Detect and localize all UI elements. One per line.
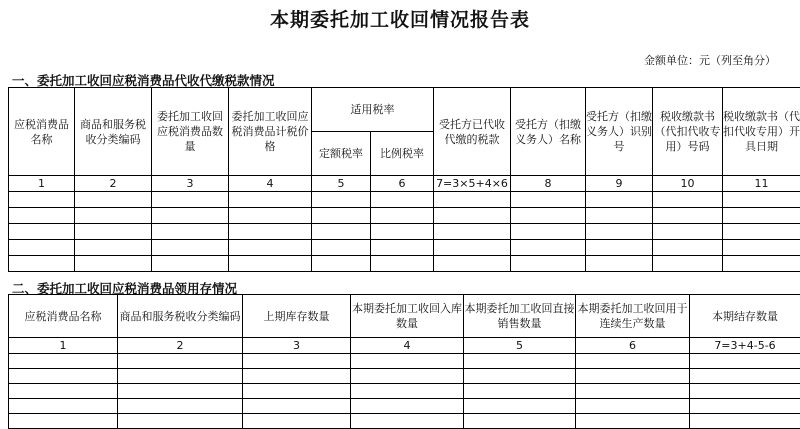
input-cell[interactable]	[351, 384, 464, 399]
col-number: 2	[75, 176, 152, 192]
header-receipt-number: 税收缴款书（代扣代收专用）号码	[653, 88, 723, 176]
input-cell[interactable]	[723, 256, 800, 272]
input-cell[interactable]	[312, 208, 371, 224]
input-cell[interactable]	[434, 240, 511, 256]
input-cell[interactable]	[464, 414, 576, 429]
input-cell[interactable]	[653, 224, 723, 240]
col-number: 1	[9, 176, 75, 192]
input-cell[interactable]	[229, 256, 312, 272]
header-received-quantity: 本期委托加工收回入库数量	[351, 295, 464, 338]
table-row	[9, 192, 800, 208]
input-cell[interactable]	[152, 256, 229, 272]
input-cell[interactable]	[9, 208, 75, 224]
input-cell[interactable]	[118, 414, 243, 429]
input-cell[interactable]	[312, 224, 371, 240]
input-cell[interactable]	[243, 414, 351, 429]
input-cell[interactable]	[152, 192, 229, 208]
input-cell[interactable]	[9, 354, 118, 369]
header-receipt-date: 税收缴款书（代扣代收专用）开具日期	[723, 88, 800, 176]
table-row	[9, 414, 800, 429]
input-cell[interactable]	[75, 192, 152, 208]
input-cell[interactable]	[723, 224, 800, 240]
input-cell[interactable]	[118, 369, 243, 384]
input-cell[interactable]	[511, 192, 586, 208]
input-cell[interactable]	[229, 208, 312, 224]
input-cell[interactable]	[351, 414, 464, 429]
input-cell[interactable]	[690, 399, 800, 414]
header-recovered-quantity: 委托加工收回应税消费品数量	[152, 88, 229, 176]
table-row	[9, 399, 800, 414]
input-cell[interactable]	[434, 208, 511, 224]
input-cell[interactable]	[586, 208, 653, 224]
input-cell[interactable]	[9, 384, 118, 399]
col-number: 7=3×5+4×6	[434, 176, 511, 192]
input-cell[interactable]	[723, 240, 800, 256]
input-cell[interactable]	[464, 354, 576, 369]
input-cell[interactable]	[351, 399, 464, 414]
input-cell[interactable]	[312, 256, 371, 272]
input-cell[interactable]	[152, 224, 229, 240]
input-cell[interactable]	[118, 399, 243, 414]
input-cell[interactable]	[653, 240, 723, 256]
input-cell[interactable]	[9, 414, 118, 429]
input-cell[interactable]	[351, 369, 464, 384]
input-cell[interactable]	[511, 256, 586, 272]
header-proportional-rate: 比例税率	[371, 132, 434, 176]
input-cell[interactable]	[586, 192, 653, 208]
input-cell[interactable]	[464, 384, 576, 399]
input-cell[interactable]	[511, 240, 586, 256]
input-cell[interactable]	[690, 369, 800, 384]
tax-withholding-table	[8, 87, 800, 272]
header-ending-inventory: 本期结存数量	[690, 295, 800, 338]
input-cell[interactable]	[464, 399, 576, 414]
header-agent-name: 受托方（扣缴义务人）名称	[511, 88, 586, 176]
col-number: 3	[152, 176, 229, 192]
input-cell[interactable]	[434, 256, 511, 272]
col-number: 4	[229, 176, 312, 192]
col-number: 8	[511, 176, 586, 192]
table-row	[9, 354, 800, 369]
input-cell[interactable]	[229, 240, 312, 256]
input-cell[interactable]	[464, 369, 576, 384]
table-row	[9, 256, 800, 272]
table-row	[9, 224, 800, 240]
input-cell[interactable]	[576, 354, 690, 369]
input-cell[interactable]	[371, 208, 434, 224]
col-number: 9	[586, 176, 653, 192]
input-cell[interactable]	[75, 224, 152, 240]
input-cell[interactable]	[576, 399, 690, 414]
col-number: 3	[243, 338, 351, 354]
input-cell[interactable]	[653, 208, 723, 224]
input-cell[interactable]	[312, 192, 371, 208]
table-row	[9, 369, 800, 384]
column-number-row	[9, 176, 800, 192]
input-cell[interactable]	[653, 256, 723, 272]
input-cell[interactable]	[9, 192, 75, 208]
input-cell[interactable]	[586, 240, 653, 256]
header-withheld-tax: 受托方已代收代缴的税款	[434, 88, 511, 176]
input-cell[interactable]	[243, 384, 351, 399]
inventory-usage-table	[8, 294, 800, 429]
input-cell[interactable]	[243, 399, 351, 414]
header-tax-class-code: 商品和服务税收分类编码	[118, 295, 243, 338]
input-cell[interactable]	[723, 208, 800, 224]
input-cell[interactable]	[243, 369, 351, 384]
input-cell[interactable]	[312, 240, 371, 256]
section2-heading: 二、委托加工收回应税消费品领用存情况	[12, 279, 237, 297]
input-cell[interactable]	[690, 384, 800, 399]
col-number: 2	[118, 338, 243, 354]
input-cell[interactable]	[576, 369, 690, 384]
header-prior-inventory: 上期库存数量	[243, 295, 351, 338]
input-cell[interactable]	[586, 224, 653, 240]
input-cell[interactable]	[9, 399, 118, 414]
input-cell[interactable]	[118, 354, 243, 369]
input-cell[interactable]	[371, 256, 434, 272]
table-row	[9, 240, 800, 256]
col-number: 5	[312, 176, 371, 192]
input-cell[interactable]	[723, 192, 800, 208]
header-taxable-goods-name: 应税消费品名称	[9, 88, 75, 176]
table-row	[9, 208, 800, 224]
input-cell[interactable]	[371, 192, 434, 208]
header-tax-class-code: 商品和服务税收分类编码	[75, 88, 152, 176]
input-cell[interactable]	[690, 414, 800, 429]
page-title: 本期委托加工收回情况报告表	[0, 5, 800, 32]
input-cell[interactable]	[690, 354, 800, 369]
input-cell[interactable]	[586, 256, 653, 272]
input-cell[interactable]	[434, 192, 511, 208]
input-cell[interactable]	[75, 208, 152, 224]
input-cell[interactable]	[229, 224, 312, 240]
input-cell[interactable]	[75, 240, 152, 256]
input-cell[interactable]	[371, 240, 434, 256]
input-cell[interactable]	[434, 224, 511, 240]
col-number: 6	[371, 176, 434, 192]
col-number: 1	[9, 338, 118, 354]
section1-heading: 一、委托加工收回应税消费品代收代缴税款情况	[12, 71, 275, 89]
col-number: 6	[576, 338, 690, 354]
input-cell[interactable]	[152, 208, 229, 224]
input-cell[interactable]	[371, 224, 434, 240]
col-number: 11	[723, 176, 800, 192]
header-agent-id: 受托方（扣缴义务人）识别号	[586, 88, 653, 176]
unit-note: 金额单位：元（列至角分）	[644, 52, 776, 68]
input-cell[interactable]	[576, 414, 690, 429]
header-production-use-quantity: 本期委托加工收回用于连续生产数量	[576, 295, 690, 338]
input-cell[interactable]	[576, 384, 690, 399]
header-taxable-goods-name: 应税消费品名称	[9, 295, 118, 338]
header-applicable-rate: 适用税率	[312, 88, 434, 132]
col-number: 10	[653, 176, 723, 192]
input-cell[interactable]	[653, 192, 723, 208]
input-cell[interactable]	[229, 192, 312, 208]
col-number: 4	[351, 338, 464, 354]
input-cell[interactable]	[9, 224, 75, 240]
header-taxable-price: 委托加工收回应税消费品计税价格	[229, 88, 312, 176]
input-cell[interactable]	[152, 240, 229, 256]
input-cell[interactable]	[118, 384, 243, 399]
input-cell[interactable]	[511, 208, 586, 224]
col-number: 7=3+4-5-6	[690, 338, 800, 354]
input-cell[interactable]	[9, 256, 75, 272]
input-cell[interactable]	[243, 354, 351, 369]
input-cell[interactable]	[9, 240, 75, 256]
input-cell[interactable]	[75, 256, 152, 272]
col-number: 5	[464, 338, 576, 354]
input-cell[interactable]	[511, 224, 586, 240]
column-number-row	[9, 338, 800, 354]
header-direct-sales-quantity: 本期委托加工收回直接销售数量	[464, 295, 576, 338]
input-cell[interactable]	[9, 369, 118, 384]
header-fixed-rate: 定额税率	[312, 132, 371, 176]
table-row	[9, 384, 800, 399]
input-cell[interactable]	[351, 354, 464, 369]
